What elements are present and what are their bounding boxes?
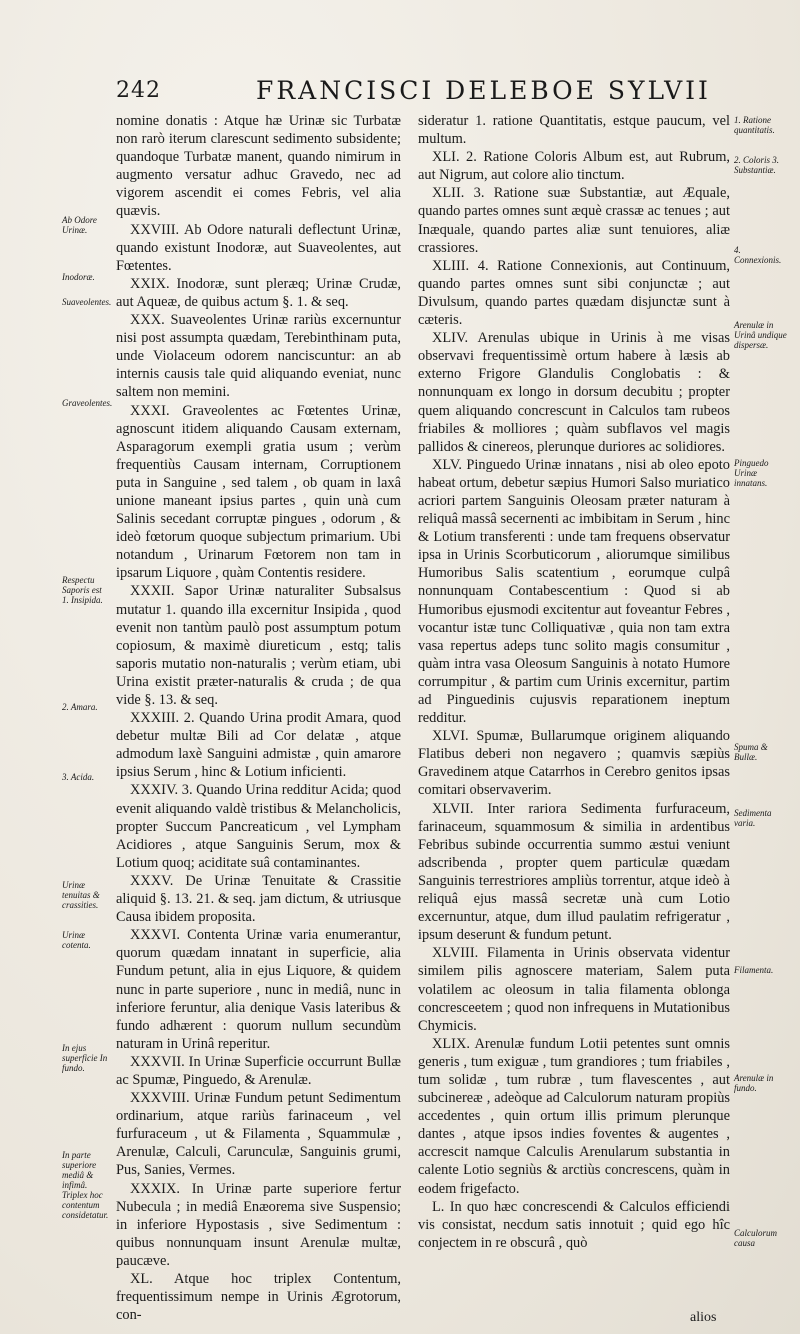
margin-note: Sedimenta varia.	[734, 808, 772, 828]
margin-note: Filamenta.	[734, 965, 774, 975]
left-text-column	[116, 112, 401, 1324]
paragraph: XXXIV. 3. Quando Urina redditur Acida; quod evenit aliquando valdè tristibus & Melancholicis, propter Succum Pancreaticum , vel Lympham Acidiores , atque Sanguinis Serum, mox & Lotium quoq; aciditate suâ contaminantes.	[116, 782, 401, 871]
margin-note: Graveolentes.	[62, 398, 113, 408]
margin-note: Urinæ tenuitas & crassities.	[62, 880, 100, 910]
paragraph: XXXVIII. Urinæ Fundum petunt Sedimentum ordinarium, atque rariùs farinaceum , vel furfuraceum , ut & Filamenta , Squammulæ , Arenulæ, Calculi, Carunculæ, Sanguinis grumi, Pus, Sanies, Vermes.	[116, 1090, 401, 1179]
paragraph: XXXVI. Contenta Urinæ varia enumerantur, quorum quædam innatant in superficie, alia Fundum petunt, alia in ejus Liquore, & quidem nunc in parte superiore , nunc in mediâ, nunc in inferiore feruntur, alia denique Vasis lateribus & fundo adhærent : quorum nullum secundùm naturam in Urinâ reperitur.	[116, 927, 401, 1052]
paragraph: XLVII. Inter rariora Sedimenta furfuraceum, farinaceum, squammosum & similia in ardentibus Febribus subinde occurrentia summo æstui veniunt adscribenda , propter quem particulæ quædam Sanguinis terrestriores ampliùs torrentur, atque ideò à reliquâ ejus massâ secretæ unà cum Lotio excernuntur, atque, dum illud paulatim refrigeratur , ipsum deserunt & fundum petunt.	[418, 800, 730, 944]
margin-note: 2. Amara.	[62, 702, 98, 712]
paragraph: XXVIII. Ab Odore naturali deflectunt Urinæ, quando existunt Inodoræ, aut Suaveolentes, aut Fœtentes.	[116, 221, 401, 274]
paragraph: XLIX. Arenulæ fundum Lotii petentes sunt omnis generis , tum exiguæ , tum grandiores ; tum friabiles , tum solidæ , tum rubræ , tum flavescentes , aut subcinereæ , adeòque ad Calculorum naturam propiùs accedentes , quin ortum illis primum plerunque dantes , atque ipsos indies foventes & augentes , accrescit namque Calculis Arenularum substantia in calente Lotio segniùs & arctiùs concrescens, quàm in eodem frigefacto.	[418, 1035, 730, 1197]
paragraph: XXXV. De Urinæ Tenuitate & Crassitie aliquid §. 13. 21. & seq. jam dictum, & utriusque Causa ibidem proposita.	[116, 872, 401, 926]
paragraph: XXXIX. In Urinæ parte superiore fertur Nubecula ; in mediâ Enæorema sive Suspensio; in inferiore Hypostasis , sive Sedimentum : quibus nonnunquam insunt Arenulæ multæ, paucæve.	[116, 1180, 401, 1269]
margin-note: Arenulæ in fundo.	[734, 1073, 774, 1093]
paragraph: XXIX. Inodoræ, sunt pleræq; Urinæ Crudæ, aut Aqueæ, de quibus actum §. 1. & seq.	[116, 275, 401, 310]
page-header	[116, 76, 726, 106]
margin-note: Urinæ cotenta.	[62, 930, 91, 950]
running-head: FRANCISCI DELEBOE SYLVII	[256, 76, 711, 105]
paragraph: XLVI. Spumæ, Bullarumque originem aliquando Flatibus deberi non negavero ; quamvis sæpiùs Gravedinem atque Catarrhos in Cerebro genitos ipsas comitari observaverim.	[418, 728, 730, 799]
paragraph: XLI. 2. Ratione Coloris Album est, aut Rubrum, aut Nigrum, aut colore alio tinctum.	[418, 149, 730, 184]
paragraph: XXXVII. In Urinæ Superficie occurrunt Bullæ ac Spumæ, Pinguedo, & Arenulæ.	[116, 1053, 401, 1088]
margin-note: 2. Coloris 3. Substantiæ.	[734, 155, 780, 175]
margin-note: Spuma & Bullæ.	[734, 742, 768, 762]
margin-note: In ejus superficie In fundo.	[62, 1043, 108, 1073]
paragraph: sideratur 1. ratione Quantitatis, estque paucum, vel multum.	[418, 113, 730, 148]
margin-note: 3. Acida.	[62, 772, 95, 782]
margin-note: Ab Odore Urinæ.	[62, 215, 97, 235]
paragraph: XLIV. Arenulas ubique in Urinis à me visas observavi frequentissimè ortum habere à læsis ab externo Frigore Glandulis Conglobatis : & nonnunquam ex longo in dorsum decubitu ; propter quem aliquando concrescunt in Calculos tam rubeos friabiles & molliores ; quàm subflavos vel magis pallidos & cinereos, plerunque duriores ac solidiores.	[418, 330, 730, 455]
paragraph: XLIII. 4. Ratione Connexionis, aut Continuum, quando partes omnes sunt sibi conjunctæ ; aut Divulsum, quando partes quædam disjunctæ sunt à cæteris.	[418, 257, 730, 329]
paragraph: L. In quo hæc concrescendi & Calculos efficiendi vis consistat, necdum satis innotuit ; quid ego hîc conjectem in re obscurâ , quò	[418, 1198, 730, 1251]
page-number: 242	[116, 78, 161, 103]
margin-note: Suaveolentes.	[62, 297, 112, 307]
paragraph: XLVIII. Filamenta in Urinis observata videntur similem pilis agnoscere materiam, Salem puta volatilem ac oleosum in talia filamenta oblonga concresceetem ; quod non infrequens in Mutationibus Chymicis.	[418, 945, 730, 1034]
paragraph: XXX. Suaveolentes Urinæ rariùs excernuntur nisi post assumpta quædam, Terebinthinam puta, unde Violaceum odorem nanciscuntur: an ab internis causis tale quid aliquando eveniat, nunc saltem non memini.	[116, 312, 401, 401]
margin-note: Inodoræ.	[62, 272, 95, 282]
catchword: alios	[690, 1310, 717, 1325]
margin-note: 1. Ratione quantitatis.	[734, 115, 775, 135]
margin-note: Arenulæ in Urinâ undique dispersæ.	[734, 320, 787, 350]
paragraph: XXXII. Sapor Urinæ naturaliter Subsalsus mutatur 1. quando illa excernitur Insipida , quod evenit non tantùm paulò post assumptum potum copiosum, & maximè diureticum , estq; talis saporis mutatio non-naturalis ; verùm etiam, ubi Urina existit præter-naturalis & cruda ; de qua vide §. 13. & seq.	[116, 583, 401, 708]
paragraph: nomine donatis : Atque hæ Urinæ sic Turbatæ non rarò iterum clarescunt sedimento subsidente; quandoque Turbatæ manent, quando nimirum in augmento versatur adhuc Gravedo, nec ad vigorem ascendit ei comes Febris, vel alia quævis.	[116, 113, 401, 220]
paragraph: XL. Atque hoc triplex Contentum, frequentissimum nempe in Urinis Ægrotorum, con-	[116, 1271, 401, 1324]
margin-note: Pinguedo Urinæ innatans.	[734, 458, 769, 488]
paragraph: XXXI. Graveolentes ac Fœtentes Urinæ, agnoscunt itidem aliquando Causam externam, Asparagorum exempli gratia usum ; verùm frequentiùs Causam internam, Corruptionem puta in Sanguine , sed talem , ob quam in laxâ unione maneant ipsius partes , quin unà cum Salinis secedant corruptæ pingues , odorum , & ideò fœtorum quoque subjectum primarium. Ubi notandum , Urinarum Fœtorem non tam in ipsarum Liquore , quàm Contentis residere.	[116, 402, 401, 582]
paragraph: XLV. Pinguedo Urinæ innatans , nisi ab oleo epoto habeat ortum, debetur sæpius Humori Salso muriatico acriori partem Sanguinis Oleosam præter naturam à reliquâ massâ secernenti ac imbibitam in Serum , hinc & Lotium transferenti : unde tam frequens observatur ipsa in Urinis Scorbuticorum , aliorumque similibus Humoribus Salis scatentium , eorumque culpâ nonnunquam Contabescentium : Quod si ab Humoribus ejusmodi excitentur aut foveantur Febres , vocantur istæ tunc Colliquativæ , quia non tam extra vasa repertus adeps tunc solito magis consumitur , quàm intra vasa Oleosum Sanguinis à notato Humore corrumpitur , & partim cum Urinis excernitur, partim ad Pinguedinis cujusvis reparationem ineptum redditur.	[418, 456, 730, 727]
paragraph: XLII. 3. Ratione suæ Substantiæ, aut Æquale, quando partes omnes sunt æquè crassæ ac tenues ; aut Inæquale, quando partes aliæ sunt tenuiores, aliæ crassiores.	[418, 185, 730, 256]
margin-note: In parte superiore mediâ & infimâ. Triplex hoc contentum considetatur.	[62, 1150, 109, 1220]
margin-note: Calculorum causa	[734, 1228, 778, 1248]
margin-note: 4. Connexionis.	[734, 245, 782, 265]
paragraph: XXXIII. 2. Quando Urina prodit Amara, quod debetur multæ Bili ad Cor delatæ , atque admodum laxè Sanguini admistæ , quin amarore ipsius Serum , hinc & Lotium inficienti.	[116, 710, 401, 781]
margin-note: Respectu Saporis est 1. Insipida.	[62, 575, 103, 605]
right-text-column	[418, 112, 730, 1252]
